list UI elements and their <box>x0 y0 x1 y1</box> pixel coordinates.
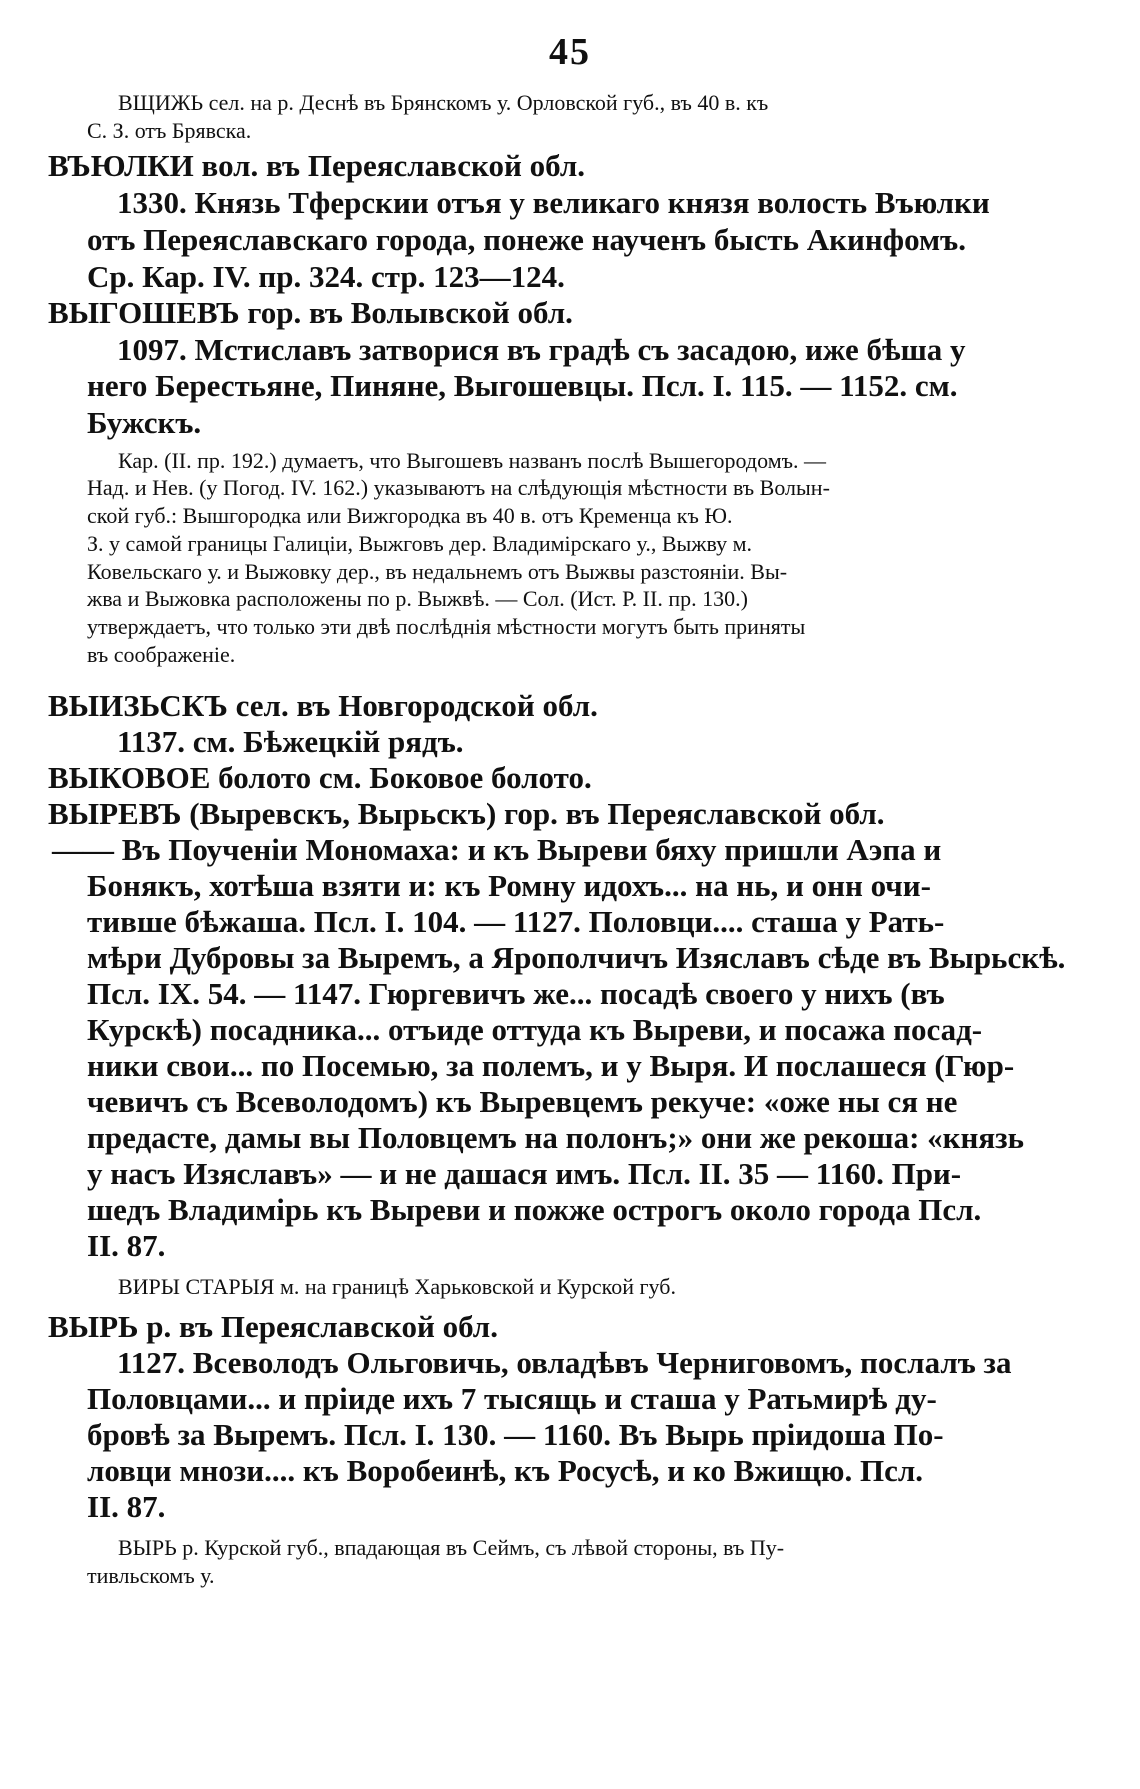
entry-vyizsk-heading: ВЫИЗЬСКЪ сел. въ Новгородской обл. <box>48 688 598 723</box>
entry-vyr-line-4: ловци мнози.... къ Воробеинѣ, къ Росусѣ, и ко Вжищю. Псл. <box>87 1453 923 1488</box>
entry-vyrev-line-1: —— Въ Поученіи Мономаха: и къ Выреви бяху пришли Аэпа и <box>52 832 942 867</box>
entry-vyrev-line-10: у насъ Изяславъ» — и не дашася имъ. Псл. II. 35 — 1160. При- <box>87 1156 962 1191</box>
note-line-3: ской губ.: Вышгородка или Вижгородка въ 40 в. отъ Кременца къ Ю. <box>87 503 733 528</box>
entry-vyrev-line-5: Псл. IX. 54. — 1147. Гюргевичъ же... посадѣ своего у нихъ (въ <box>87 976 945 1011</box>
entry-vygoshev-line-3: Бужскъ. <box>87 405 202 440</box>
note-line-1: Кар. (II. пр. 192.) думаетъ, что Выгошевъ названъ послѣ Вышегородомъ. — <box>118 448 826 473</box>
entry-vshchizh-line-2: С. З. отъ Брявска. <box>87 118 252 143</box>
note-line-2: Над. и Нев. (у Погод. IV. 162.) указываютъ на слѣдующія мѣстности въ Волын- <box>87 475 830 500</box>
note-line-8: въ соображеніе. <box>87 642 236 667</box>
entry-vygoshev-line-1: 1097. Мстиславъ затворися въ градѣ съ засадою, иже бѣша у <box>117 332 966 367</box>
note-line-5: Ковельскаго у. и Выжовку дер., въ недальнемъ отъ Выжвы разстояніи. Вы- <box>87 559 788 584</box>
entry-vykovoe-heading: ВЫКОВОЕ болото см. Боковое болото. <box>48 760 592 795</box>
entry-vyrev-line-9: предасте, дамы вы Половцемъ на полонъ;» они же рекоша: «князь <box>87 1120 1025 1155</box>
page-number: 45 <box>549 31 591 73</box>
entry-vyrev-line-6: Курскѣ) посадника... отъиде оттуда къ Выреви, и посажа посад- <box>87 1012 983 1047</box>
entry-vyrev-line-3: тивше бѣжаша. Псл. I. 104. — 1127. Половци.... сташа у Рать- <box>87 904 945 939</box>
entry-vyr-line-3: бровѣ за Выремъ. Псл. I. 130. — 1160. Въ Вырь пріидоша По- <box>87 1417 944 1452</box>
entry-vyulki-heading: ВЪЮЛКИ вол. въ Переяславской обл. <box>48 148 585 183</box>
entry-vyrev-line-4: мѣри Дубровы за Выремъ, а Ярополчичъ Изяславъ сѣде въ Вырьскѣ. <box>87 940 1066 975</box>
entry-vyr-line-5: II. 87. <box>87 1489 166 1524</box>
entry-vyrev-line-8: чевичъ съ Всеволодомъ) къ Выревцемъ рекуче: «оже ны ся не <box>87 1084 958 1119</box>
entry-vyrev-line-7: ники свои... по Посемью, за полемъ, и у Выря. И послашеся (Гюр- <box>87 1048 1015 1083</box>
entry-vygoshev-heading: ВЫГОШЕВЪ гор. въ Волывской обл. <box>48 295 573 330</box>
note-line-6: жва и Выжовка расположены по р. Выжвѣ. — Сол. (Ист. Р. II. пр. 130.) <box>87 586 748 611</box>
entry-vygoshev-line-2: него Берестьяне, Пиняне, Выгошевцы. Псл. I. 115. — 1152. см. <box>87 368 958 403</box>
entry-vyulki-line-3: Ср. Кар. IV. пр. 324. стр. 123—124. <box>87 259 565 294</box>
entry-vyrev-heading: ВЫРЕВЪ (Выревскъ, Вырьскъ) гор. въ Переяславской обл. <box>48 796 885 831</box>
note-line-7: утверждаетъ, что только эти двѣ послѣднія мѣстности могутъ быть приняты <box>87 614 806 639</box>
entry-vyrev-line-2: Бонякъ, хотѣша взяти и: къ Ромну идохъ... на нь, и онн очи- <box>87 868 931 903</box>
entry-vyrev-line-12: II. 87. <box>87 1228 166 1263</box>
entry-vyr-heading: ВЫРЬ р. въ Переяславской обл. <box>48 1309 498 1344</box>
entry-vyr-kursk-line-1: ВЫРЬ р. Курской губ., впадающая въ Сеймъ, съ лѣвой стороны, въ Пу- <box>118 1535 785 1560</box>
note-line-4: З. у самой границы Галиціи, Выжговъ дер. Владимірскаго у., Выжву м. <box>87 531 753 556</box>
entry-vshchizh-line-1: ВЩИЖЬ сел. на р. Деснѣ въ Брянскомъ у. Орловской губ., въ 40 в. къ <box>118 90 769 115</box>
entry-vyr-line-2: Половцами... и пріиде ихъ 7 тысящь и сташа у Ратьмирѣ ду- <box>87 1381 937 1416</box>
entry-viry-staryya: ВИРЫ СТАРЫЯ м. на границѣ Харьковской и Курской губ. <box>118 1274 676 1299</box>
entry-vyulki-line-1: 1330. Князь Тферскии отъя у великаго князя волость Въюлки <box>117 185 990 220</box>
entry-vyr-line-1: 1127. Всеволодъ Ольговичь, овладѣвъ Черниговомъ, послалъ за <box>117 1345 1012 1380</box>
entry-vyrev-line-11: шедъ Владимірь къ Выреви и пожже острогъ около города Псл. <box>87 1192 982 1227</box>
entry-vyulki-line-2: отъ Переяславскаго города, понеже наученъ бысть Акинфомъ. <box>87 222 966 257</box>
entry-vyr-kursk-line-2: тивльскомъ у. <box>87 1563 215 1588</box>
entry-vyizsk-line-1: 1137. см. Бѣжецкій рядъ. <box>117 724 464 759</box>
